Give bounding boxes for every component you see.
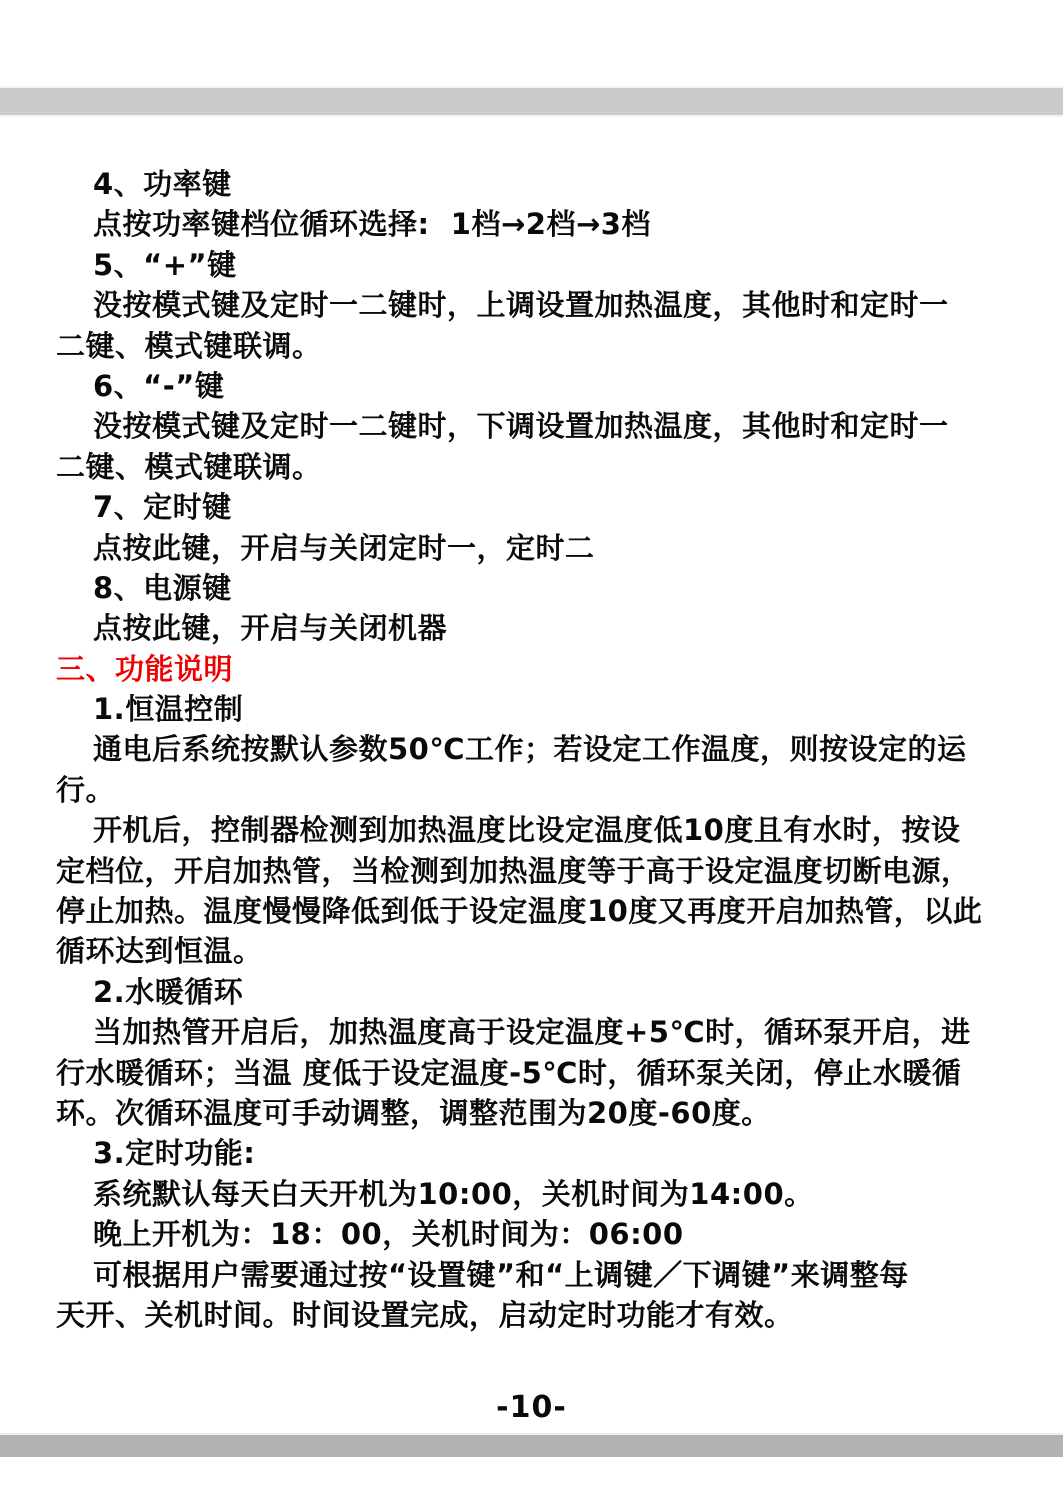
text-line: 2.水暖循环 [93,974,244,1009]
text-line: 可根据用户需要通过按“设置键”和“上调键／下调键”来调整每 [93,1257,909,1292]
text-line: 晚上开机为：18：00，关机时间为：06:00 [93,1217,684,1252]
text-line: 点按功率键档位循环选择: 1档→2档→3档 [93,207,651,242]
text-line: 环。次循环温度可手动调整，调整范围为20度-60度。 [56,1095,771,1130]
text-line: 开机后，控制器检测到加热温度比设定温度低10度且有水时，按设 [93,813,961,848]
text-line: 3.定时功能: [93,1136,256,1171]
text-line: 6、“-”键 [93,368,225,403]
text-line: 8、电源键 [93,570,232,605]
page-number: -10- [496,1390,567,1425]
text-line: 系统默认每天白天开机为10:00，关机时间为14:00。 [93,1176,814,1211]
bottom-divider-bar [0,1433,1063,1457]
text-line: 二键、模式键联调。 [56,328,322,363]
text-line: 点按此键，开启与关闭机器 [93,611,448,646]
text-line: 7、定时键 [93,490,232,525]
text-line: 行水暖循环；当温 度低于设定温度-5℃时，循环泵关闭，停止水暖循 [56,1055,962,1090]
top-divider-bar [0,86,1063,117]
text-line: 天开、关机时间。时间设置完成，启动定时功能才有效。 [56,1297,794,1332]
text-line: 行。 [56,772,116,807]
text-line: 通电后系统按默认参数50℃工作；若设定工作温度，则按设定的运 [93,732,967,767]
text-line: 没按模式键及定时一二键时，上调设置加热温度，其他时和定时一 [93,288,949,323]
text-line: 定档位，开启加热管，当检测到加热温度等于高于设定温度切断电源， [56,853,971,888]
text-line: 点按此键，开启与关闭定时一，定时二 [93,530,595,565]
text-line: 1.恒温控制 [93,692,244,727]
text-line: 5、“+”键 [93,247,237,282]
text-line: 二键、模式键联调。 [56,449,322,484]
section-heading: 三、功能说明 [56,651,234,686]
text-line: 当加热管开启后，加热温度高于设定温度+5℃时，循环泵开启，进 [93,1015,971,1050]
text-line: 循环达到恒温。 [56,934,263,969]
content-lines [56,164,1023,1335]
text-line: 没按模式键及定时一二键时，下调设置加热温度，其他时和定时一 [93,409,949,444]
text-line: 4、功率键 [93,167,232,201]
text-line: 停止加热。温度慢慢降低到低于设定温度10度又再度开启加热管，以此 [56,894,983,929]
